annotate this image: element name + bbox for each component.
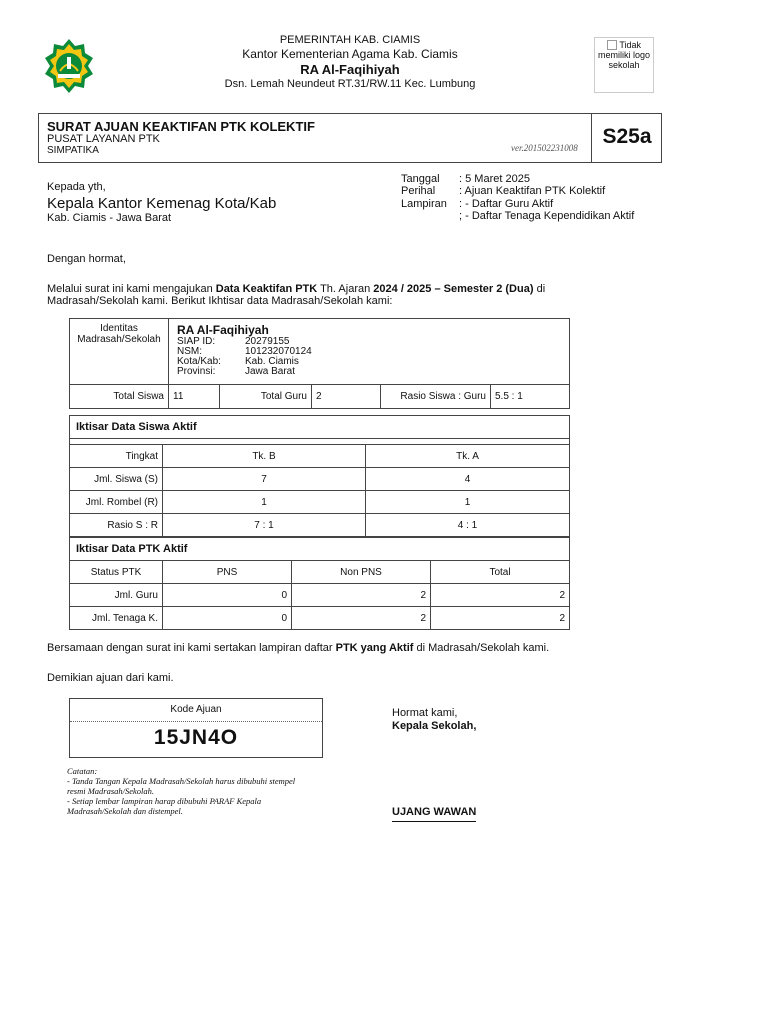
table-cell: 7 : 1 (163, 514, 366, 537)
sign-role: Kepala Sekolah, (392, 720, 477, 732)
nsm: 101232070124 (245, 346, 312, 357)
table-cell: 2 (292, 607, 431, 630)
siswa-title: Iktisar Data Siswa Aktif (70, 416, 570, 439)
gov-header: PEMERINTAH KAB. CIAMIS (279, 34, 421, 46)
form-title: SURAT AJUAN KEAKTIFAN PTK KOLEKTIF (47, 119, 315, 134)
identity-name: RA Al-Faqihiyah (177, 323, 269, 337)
table-cell: 1 (163, 491, 366, 514)
rasio-label: Rasio Siswa : Guru (381, 385, 491, 409)
table-cell: 0 (163, 584, 292, 607)
total-siswa-label: Total Siswa (70, 385, 169, 409)
total-guru-label: Total Guru (260, 391, 307, 402)
table-cell: 7 (163, 468, 366, 491)
table-cell: 0 (163, 607, 292, 630)
tanggal-value: : 5 Maret 2025 (459, 173, 530, 185)
table-row-label: Jml. Guru (70, 584, 163, 607)
siswa-header-tka: Tk. A (366, 445, 570, 468)
paragraph-1-line2: Madrasah/Sekolah kami. Berikut Ikhtisar data Madrasah/Sekolah kami: (47, 295, 393, 307)
ptk-header-pns: PNS (163, 561, 292, 584)
form-title-box (38, 113, 662, 163)
kepada-label: Kepada yth, (47, 181, 106, 193)
tanggal-label: Tanggal (401, 173, 440, 185)
notes: Catatan: - Tanda Tangan Kepala Madrasah/Sekolah harus dibubuhi stempel resmi Madrasah/Sekolah. - Setiap lembar lampiran harap dibubuhi PARAF Kepala Madrasah/Sekolah dan distempel. (67, 766, 296, 816)
signer-name: UJANG WAWAN (392, 806, 476, 822)
table-cell: 4 (366, 468, 570, 491)
siswa-table (69, 415, 570, 537)
siap-id: 20279155 (245, 336, 290, 347)
lampiran-value-2: ; - Daftar Tenaga Kependidikan Aktif (459, 210, 635, 222)
form-sub2: SIMPATIKA (47, 145, 99, 156)
ptk-title: Iktisar Data PTK Aktif (70, 538, 570, 561)
lampiran-value-1: : - Daftar Guru Aktif (459, 198, 554, 210)
siswa-header-tingkat: Tingkat (70, 445, 163, 468)
siswa-header-tkb: Tk. B (163, 445, 366, 468)
recipient-region: Kab. Ciamis - Jawa Barat (47, 212, 172, 224)
kota: Kab. Ciamis (245, 356, 299, 367)
ptk-table (69, 537, 570, 630)
kode-ajuan-box (69, 698, 323, 758)
paragraph-2: Bersamaan dengan surat ini kami sertakan lampiran daftar PTK yang Aktif di Madrasah/Sekolah kami. (47, 642, 550, 654)
total-siswa: 11 (169, 385, 220, 409)
kode-ajuan-label: Kode Ajuan (170, 704, 222, 715)
total-guru: 2 (312, 385, 381, 409)
kode-ajuan-value: 15JN4O (153, 726, 239, 749)
lampiran-label: Lampiran (401, 198, 447, 210)
recipient-name: Kepala Kantor Kemenag Kota/Kab (47, 195, 277, 212)
form-version: ver.201502231008 (511, 143, 578, 153)
perihal-value: : Ajuan Keaktifan PTK Kolektif (459, 185, 606, 197)
perihal-label: Perihal (401, 185, 436, 197)
table-cell: 1 (366, 491, 570, 514)
form-code: S25a (602, 125, 652, 148)
identity-label: Identitas Madrasah/Sekolah (77, 323, 161, 345)
table-row-label: Jml. Siswa (S) (70, 468, 163, 491)
form-sub1: PUSAT LAYANAN PTK (47, 133, 160, 145)
paragraph-1: Melalui surat ini kami mengajukan Data Keaktifan PTK Th. Ajaran 2024 / 2025 – Semester 2 (Dua) di (47, 283, 546, 295)
table-cell: 4 : 1 (366, 514, 570, 537)
paragraph-3: Demikian ajuan dari kami. (47, 672, 174, 684)
table-cell: 2 (292, 584, 431, 607)
address-header: Dsn. Lemah Neundeut RT.31/RW.11 Kec. Lumbung (224, 78, 476, 90)
table-cell: 2 (431, 584, 570, 607)
broken-image-icon (607, 40, 617, 50)
table-row-label: Jml. Tenaga K. (70, 607, 163, 630)
provinsi: Jawa Barat (245, 366, 296, 377)
school-header: RA Al-Faqihiyah (300, 62, 400, 77)
table-row-label: Rasio S : R (70, 514, 163, 537)
table-cell: 2 (431, 607, 570, 630)
table-row-label: Jml. Rombel (R) (70, 491, 163, 514)
office-header: Kantor Kementerian Agama Kab. Ciamis (242, 47, 458, 61)
ptk-header-status: Status PTK (70, 561, 163, 584)
kemenag-emblem-icon (44, 38, 94, 94)
identity-table: Identitas Madrasah/Sekolah RA Al-Faqihiyah SIAP ID: 20279155 NSM: 101232070124 Kota/Kab: Kab. Ciamis Provinsi: Jawa Barat Total Siswa 11 Total Guru 2 Rasio Siswa : Guru 5.5 : 1 (69, 318, 570, 409)
ptk-header-nonpns: Non PNS (292, 561, 431, 584)
school-logo-placeholder: Tidak memiliki logo sekolah (594, 37, 654, 93)
rasio: 5.5 : 1 (495, 391, 523, 402)
hormat-kami: Hormat kami, (392, 707, 458, 719)
ptk-header-total: Total (431, 561, 570, 584)
greeting: Dengan hormat, (47, 253, 126, 265)
